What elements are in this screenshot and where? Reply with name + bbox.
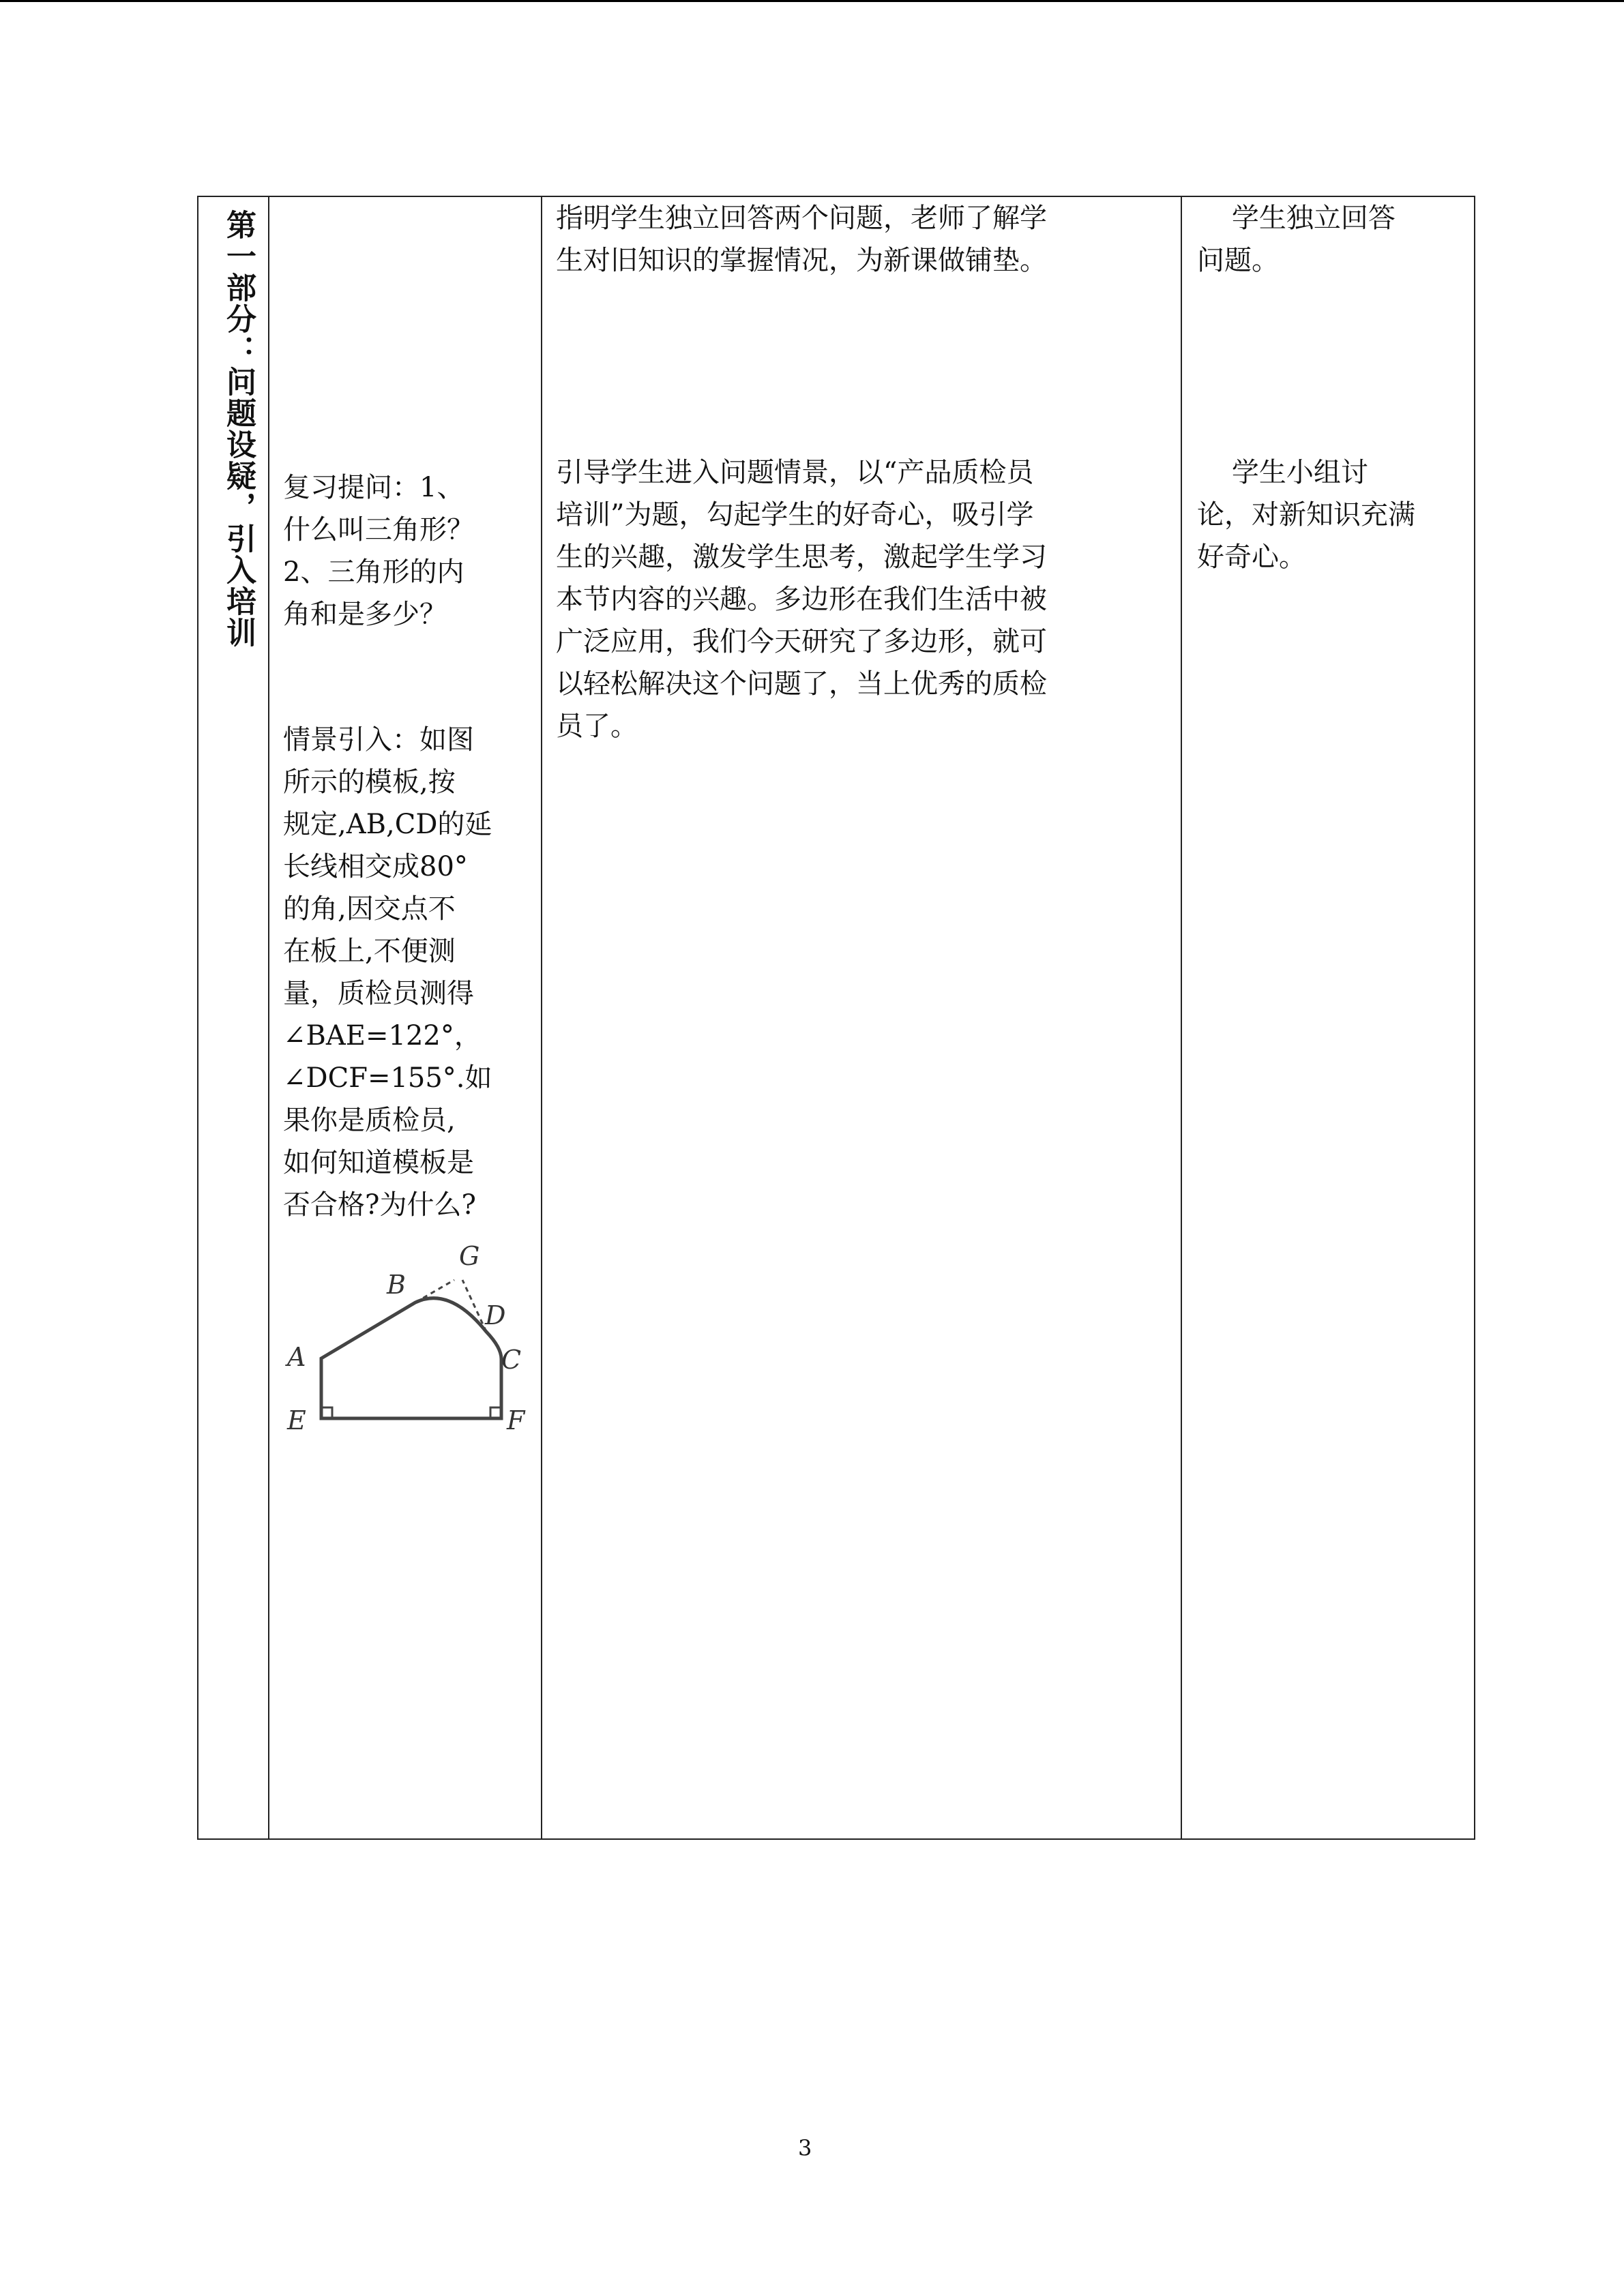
column-divider xyxy=(268,197,269,1838)
review-question-text: 复习提问：1、 什么叫三角形？ 2、三角形的内 角和是多少？ xyxy=(283,472,474,630)
scenario-intro-text: 情景引入：如图 所示的模板,按 规定,AB,CD的延 长线相交成80° 的角,因交点不 在板上,不便测 量，质检员测得 ∠BAE=122°， ∠DCF=155°.如 果你是质检员, 如何知道模板是 否合格?为什么? xyxy=(283,724,492,1221)
template-figure xyxy=(282,1235,541,1440)
top-border xyxy=(0,0,1624,2)
column-divider xyxy=(1181,197,1182,1838)
extension-line-cd xyxy=(462,1280,486,1332)
label-c: C xyxy=(501,1345,522,1375)
label-g: G xyxy=(459,1241,480,1271)
lesson-table xyxy=(197,196,1475,1840)
design-intent-text-1: 指明学生独立回答两个问题，老师了解学 生对旧知识的掌握情况，为新课做铺垫。 xyxy=(556,203,1047,276)
template-outline xyxy=(321,1298,501,1418)
student-activity-text-2: 学生小组讨 论，对新知识充满 好奇心。 xyxy=(1197,457,1415,573)
student-activity-text-1: 学生独立回答 问题。 xyxy=(1197,203,1396,276)
label-b: B xyxy=(387,1270,406,1300)
page-number: 3 xyxy=(798,2135,812,2161)
label-e: E xyxy=(287,1405,306,1435)
label-a: A xyxy=(287,1342,306,1372)
section-title: 第一部分：问题设疑，引入培训 xyxy=(221,209,256,648)
column-divider xyxy=(541,197,542,1838)
label-d: D xyxy=(485,1300,506,1330)
design-intent-text-2: 引导学生进入问题情景，以“产品质检员 培训”为题，勾起学生的好奇心，吸引学 生的兴趣，激发学生思考，激起学生学习 本节内容的兴趣。多边形在我们生活中被 广泛应用，我们今天研究了多边形，就可 以轻松解决这个问题了，当上优秀的质检 员了。 xyxy=(556,457,1047,742)
label-f: F xyxy=(507,1405,525,1435)
